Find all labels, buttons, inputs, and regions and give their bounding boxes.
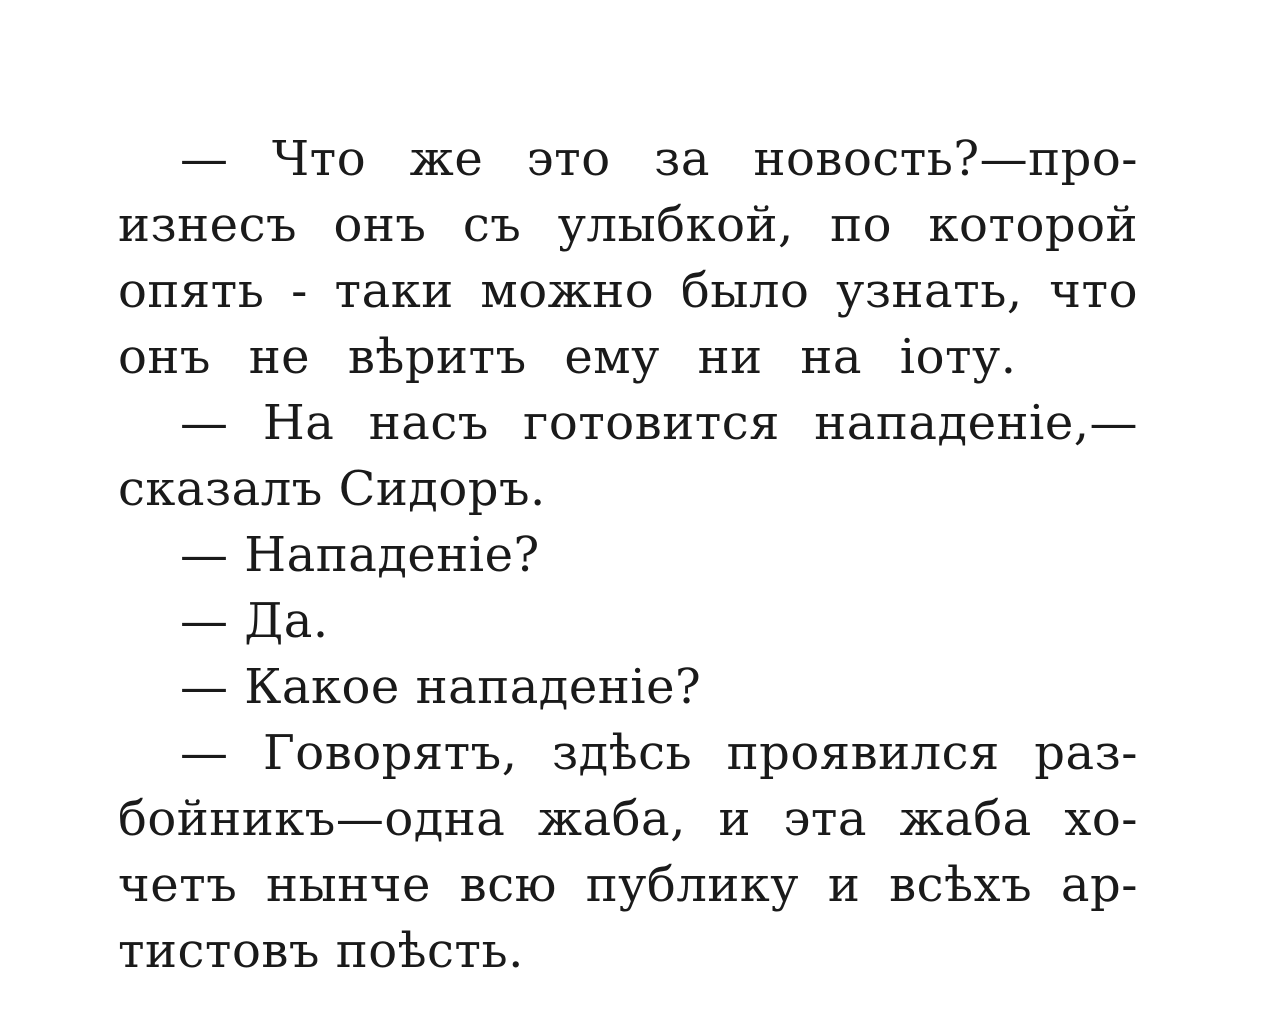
text-line: бойникъ—одна жаба, и эта жаба хо-: [118, 791, 1138, 847]
text-line: — Говорятъ, здѣсь проявился раз-: [180, 725, 1138, 781]
text-line: четъ нынче всю публику и всѣхъ ар-: [118, 857, 1138, 913]
text-line: — Да.: [180, 593, 329, 649]
text-line: — Что же это за новость?—про-: [180, 131, 1138, 187]
text-line: — Какое нападеніе?: [180, 659, 702, 715]
text-line: изнесъ онъ съ улыбкой, по которой: [118, 197, 1138, 253]
text-line: онъ не вѣритъ ему ни на іоту.: [118, 329, 1017, 385]
text-line: опять - таки можно было узнать, что: [118, 263, 1138, 319]
text-line: сказалъ Сидоръ.: [118, 461, 546, 517]
text-line: тистовъ поѣсть.: [118, 923, 524, 979]
text-line: — На насъ готовится нападеніе,—: [180, 395, 1138, 451]
text-line: — Нападеніе?: [180, 527, 540, 583]
